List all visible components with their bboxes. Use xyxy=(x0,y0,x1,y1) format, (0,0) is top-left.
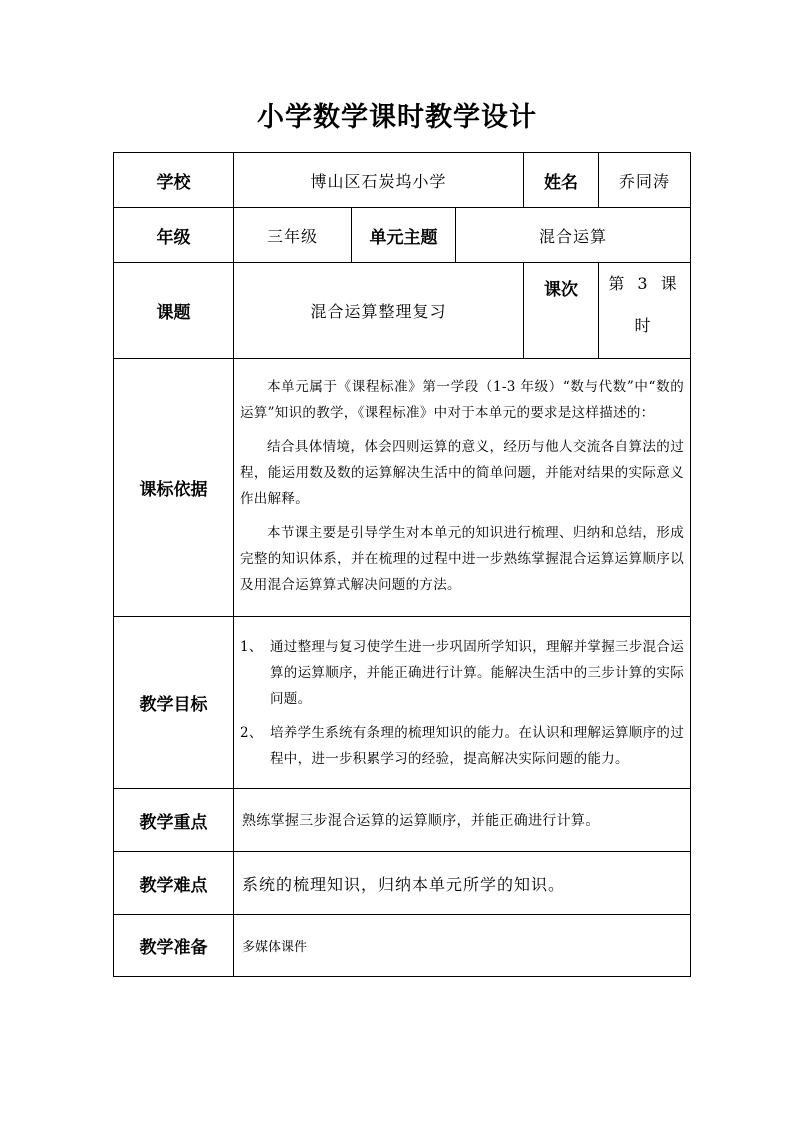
preparation-row xyxy=(114,915,691,977)
lesson-label: 课次 xyxy=(524,263,599,359)
lesson-value-line2: 时 xyxy=(634,316,655,335)
preparation-label: 教学准备 xyxy=(114,915,234,977)
basis-label: 课标依据 xyxy=(114,359,234,617)
grade-value: 三年级 xyxy=(234,208,352,263)
basis-row xyxy=(114,359,691,617)
goals-label: 教学目标 xyxy=(114,617,234,789)
school-label: 学校 xyxy=(114,153,234,208)
difficulty-value: 系统的梳理知识，归纳本单元所学的知识。 xyxy=(234,852,691,915)
school-row xyxy=(114,153,691,208)
grade-label: 年级 xyxy=(114,208,234,263)
basis-paragraph: 本节课主要是引导学生对本单元的知识进行梳理、归纳和总结，形成完整的知识体系，并在梳理的过程中进一步熟练掌握混合运算运算顺序以及用混合运算算式解决问题的方法。 xyxy=(240,524,684,593)
school-value: 博山区石炭坞小学 xyxy=(234,153,524,208)
difficulty-row xyxy=(114,852,691,915)
lesson-value xyxy=(599,263,691,359)
goal-item xyxy=(240,634,684,712)
goal-item xyxy=(240,720,684,772)
topic-row xyxy=(114,263,691,359)
key-point-value: 熟练掌握三步混合运算的运算顺序，并能正确进行计算。 xyxy=(234,789,691,852)
lesson-value-line1: 第 3 课 xyxy=(608,274,681,293)
page-title: 小学数学课时教学设计 xyxy=(257,102,537,133)
name-label: 姓名 xyxy=(524,153,599,208)
key-point-label: 教学重点 xyxy=(114,789,234,852)
goal-text: 培养学生系统有条理的梳理知识的能力。在认识和理解运算顺序的过程中，进一步积累学习的经验，提高解决实际问题的能力。 xyxy=(270,724,684,767)
goals-row xyxy=(114,617,691,789)
difficulty-label: 教学难点 xyxy=(114,852,234,915)
preparation-value: 多媒体课件 xyxy=(234,915,691,977)
name-value: 乔同涛 xyxy=(599,153,691,208)
unit-value: 混合运算 xyxy=(456,208,691,263)
goal-number: 1、 xyxy=(240,638,263,655)
basis-paragraph: 本单元属于《课程标准》第一学段（1-3 年级）“数与代数”中“数的运算”知识的教学，《课程标准》中对于本单元的要求是这样描述的： xyxy=(240,378,684,421)
key-point-row xyxy=(114,789,691,852)
lesson-plan-table xyxy=(113,152,691,977)
topic-value: 混合运算整理复习 xyxy=(234,263,524,359)
basis-content xyxy=(234,359,691,617)
unit-label: 单元主题 xyxy=(352,208,456,263)
basis-paragraph: 结合具体情境，体会四则运算的意义，经历与他人交流各自算法的过程，能运用数及数的运算解决生活中的简单问题，并能对结果的实际意义作出解释。 xyxy=(240,438,684,507)
grade-row xyxy=(114,208,691,263)
topic-label: 课题 xyxy=(114,263,234,359)
goals-content xyxy=(234,617,691,789)
goal-number: 2、 xyxy=(240,724,263,741)
goal-text: 通过整理与复习使学生进一步巩固所学知识，理解并掌握三步混合运算的运算顺序，并能正确进行计算。能解决生活中的三步计算的实际问题。 xyxy=(270,638,684,707)
